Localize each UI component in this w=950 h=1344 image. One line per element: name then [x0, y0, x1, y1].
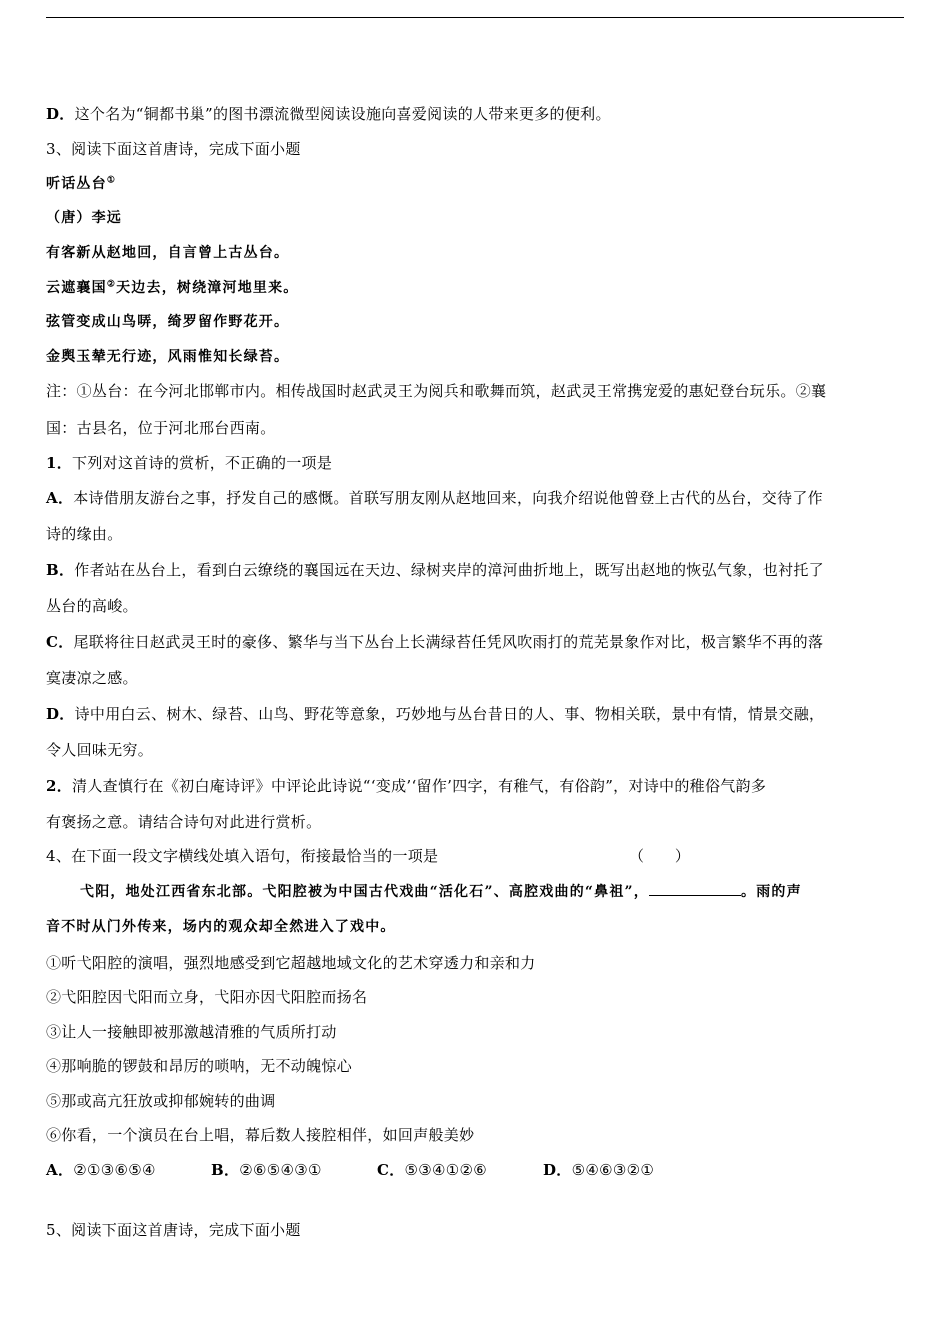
- q3-sub1: 1．下列对这首诗的赏析，不正确的一项是: [46, 454, 333, 472]
- q4-sentence-4: ④那响脆的锣鼓和昂厉的唢呐，无不动魄惊心: [46, 1057, 353, 1075]
- poem-note-cont: 国：古县名，位于河北邢台西南。: [46, 419, 276, 437]
- q3-sub2: 2．清人查慎行在《初白庵诗评》中评论此诗说“‘变成’‘留作’四字，有稚气，有俗韵”，对诗中的稚俗气韵多: [46, 777, 767, 795]
- q4-sentence-5: ⑤那或高亢狂放或抑郁婉转的曲调: [46, 1092, 276, 1110]
- q3-option-d: D．诗中用白云、树木、绿苔、山鸟、野花等意象，巧妙地与丛台昔日的人、事、物相关联，景中有情，情景交融，: [46, 705, 825, 723]
- poem-line-4: 金舆玉辇无行迹，风雨惟知长绿苔。: [46, 349, 290, 365]
- q4-option-b: B．②⑥⑤④③①: [211, 1161, 322, 1179]
- q3-option-c: C．尾联将往日赵武灵王时的豪侈、繁华与当下丛台上长满绿苔任凭风吹雨打的荒芜景象作对比，极言繁华不再的落: [46, 633, 824, 651]
- q4-sentence-1: ①听弋阳腔的演唱，强烈地感受到它超越地域文化的艺术穿透力和亲和力: [46, 954, 536, 972]
- poem-line-3: 弦管变成山鸟哢，绮罗留作野花开。: [46, 314, 290, 330]
- q4-heading: 4、在下面一段文字横线处填入语句，衔接最恰当的一项是 （ ）: [46, 847, 691, 865]
- poem-author: （唐）李远: [46, 210, 122, 226]
- poem-line-1: 有客新从赵地回，自言曾上古丛台。: [46, 245, 290, 261]
- answer-paren: （ ）: [629, 847, 691, 865]
- q3-option-c-cont: 寞凄凉之感。: [46, 669, 138, 687]
- q5-heading: 5、阅读下面这首唐诗，完成下面小题: [46, 1221, 301, 1239]
- q4-options: [46, 1160, 904, 1180]
- q4-option-d: D．⑤④⑥③②①: [543, 1161, 655, 1179]
- header-rule: [46, 17, 904, 18]
- q4-sentence-6: ⑥你看，一个演员在台上唱，幕后数人接腔相伴，如回声般美妙: [46, 1126, 475, 1144]
- poem-line-2: 云遮襄国②天边去，树绕漳河地里来。: [46, 279, 299, 296]
- q3-option-d-cont: 令人回味无穷。: [46, 741, 154, 759]
- q2-option-d: D．这个名为“铜都书巢”的图书漂流微型阅读设施向喜爱阅读的人带来更多的便利。: [46, 105, 611, 123]
- q3-heading: 3、阅读下面这首唐诗，完成下面小题: [46, 140, 301, 158]
- q3-option-a: A．本诗借朋友游台之事，抒发自己的感慨。首联写朋友刚从赵地回来，向我介绍说他曾登上古代的丛台，交待了作: [46, 489, 823, 507]
- q3-sub2-cont: 有褒扬之意。请结合诗句对此进行赏析。: [46, 813, 322, 831]
- q4-sentence-2: ②弋阳腔因弋阳而立身，弋阳亦因弋阳腔而扬名: [46, 988, 368, 1006]
- poem-title: 听话丛台①: [46, 175, 117, 192]
- fill-blank: [649, 881, 741, 896]
- q4-passage: 弋阳，地处江西省东北部。弋阳腔被为中国古代戏曲“活化石”、高腔戏曲的“鼻祖”， 。雨的声: [80, 881, 904, 902]
- q3-option-b: B．作者站在丛台上，看到白云缭绕的襄国远在天边、绿树夹岸的漳河曲折地上，既写出赵地的恢弘气象，也衬托了: [46, 561, 824, 579]
- q3-option-b-cont: 丛台的高峻。: [46, 597, 138, 615]
- q4-option-a: A．②①③⑥⑤④: [46, 1161, 156, 1179]
- q4-sentence-3: ③让人一接触即被那激越清雅的气质所打动: [46, 1023, 337, 1041]
- q4-option-c: C．⑤③④①②⑥: [377, 1161, 488, 1179]
- q3-option-a-cont: 诗的缘由。: [46, 525, 123, 543]
- q4-passage-cont: 音不时从门外传来，场内的观众却全然进入了戏中。: [46, 919, 396, 935]
- poem-note: 注：①丛台：在今河北邯郸市内。相传战国时赵武灵王为阅兵和歌舞而筑，赵武灵王常携宠爱的惠妃登台玩乐。②襄: [46, 382, 827, 400]
